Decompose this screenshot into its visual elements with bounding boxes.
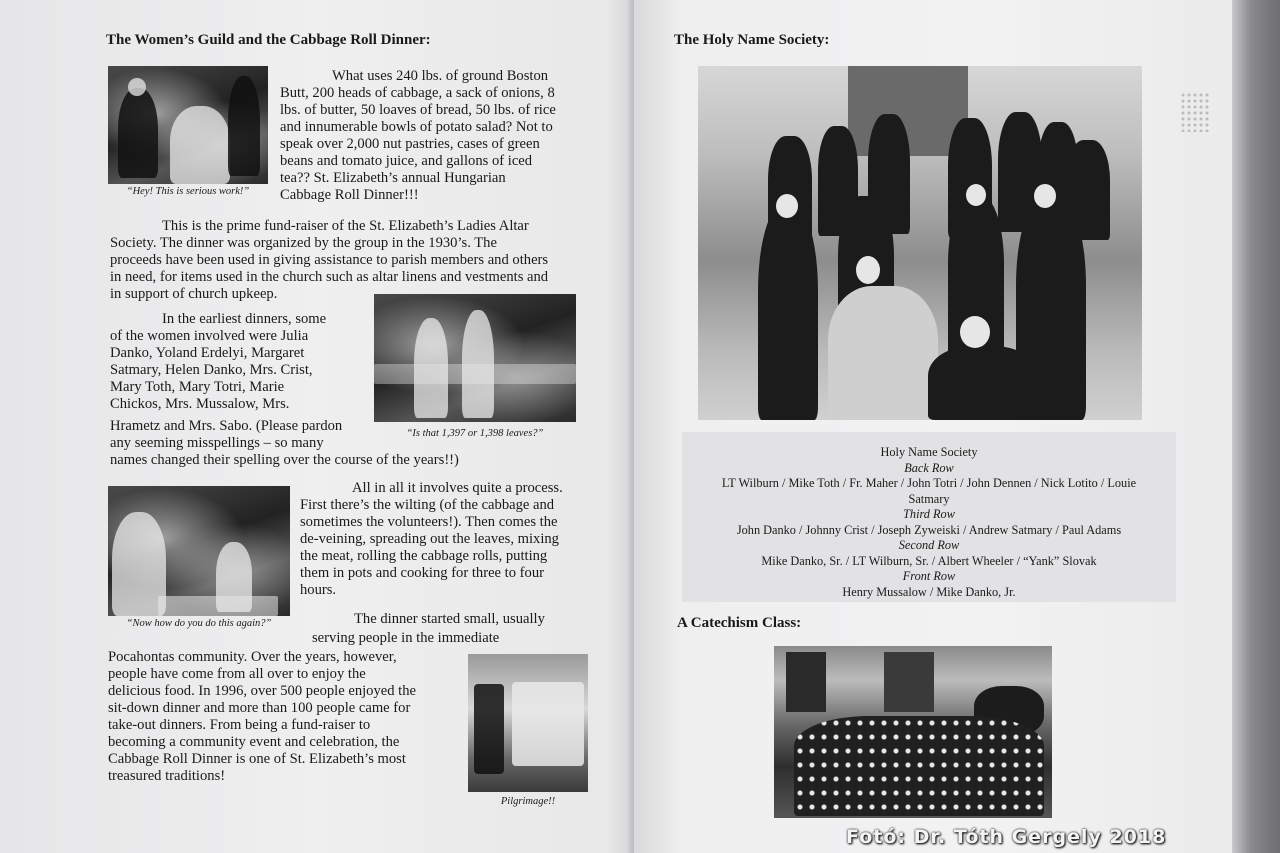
second-row-label: Second Row: [898, 538, 960, 552]
front-row-names: Henry Mussalow / Mike Danko, Jr.: [842, 584, 1016, 599]
para4: All in all it involves quite a process. First there’s the wilting (of the cabbage and sometimes the volunteers!). Then comes the de-veining, spreading out the leaves, mixing the meat, rolling the cabbage rolls, putting them in pots and cooking for three to four hours.: [300, 480, 563, 598]
scan-smudge: [1180, 92, 1210, 132]
photo-watermark: Fotó: Dr. Tóth Gergely 2018: [846, 826, 1167, 848]
caption-photo3: “Now how do you do this again?”: [126, 618, 272, 629]
holy-name-heading: The Holy Name Society:: [674, 32, 830, 48]
church-photo: [468, 654, 588, 792]
second-row-names: Mike Danko, Sr. / LT Wilburn, Sr. / Albert Wheeler / “Yank” Slovak: [761, 553, 1097, 568]
guild-heading: The Women’s Guild and the Cabbage Roll Dinner:: [106, 32, 431, 48]
third-row-label: Third Row: [903, 507, 955, 521]
para6: Pocahontas community. Over the years, however, people have come from all over to enjoy the delicious food. In 1996, over 500 people enjoyed the sit-down dinner and more than 100 people came for take-out dinners. From being a fund-raiser to becoming a community event and celebration, the Cabbage Roll Dinner is one of St. Elizabeth’s most treasured traditions!: [108, 649, 417, 784]
names-box: [682, 432, 1176, 602]
page-edge: [1232, 0, 1280, 853]
catechism-class-photo: [774, 646, 1052, 818]
para2: This is the prime fund-raiser of the St. Elizabeth’s Ladies Altar Society. The dinner was organized by the group in the 1930’s. The proceeds have been used in giving assistance to parish members and others in need, for items used in the church such as altar linens and vestments and in support of church upkeep.: [110, 218, 549, 302]
volunteers-photo: [108, 486, 290, 616]
para3: In the earliest dinners, some of the women involved were Julia Danko, Yoland Erdelyi, Margaret Satmary, Helen Danko, Mrs. Crist, Mary Toth, Mary Totri, Marie Chickos, Mrs. Mussalow, Mrs. Hrametz and Mrs. Sabo. (Please pardon any seeming misspellings – so many names changed their spelling over the course of the years!!): [110, 311, 459, 468]
third-row-names: John Danko / Johnny Crist / Joseph Zyweiski / Andrew Satmary / Paul Adams: [736, 522, 1122, 537]
caption-photo1: “Hey! This is serious work!”: [126, 186, 250, 197]
catechism-heading: A Catechism Class:: [677, 615, 802, 631]
back-row-label: Back Row: [904, 460, 954, 475]
caption-photo2: “Is that 1,397 or 1,398 leaves?”: [406, 428, 544, 439]
right-page: [634, 0, 1232, 853]
front-row-label: Front Row: [902, 569, 956, 583]
para5: The dinner started small, usually serving people in the immediate: [312, 611, 545, 646]
names-title: Holy Name Society: [880, 445, 978, 459]
back-row-names: LT Wilburn / Mike Toth / Fr. Maher / John Totri / John Dennen / Nick Lotito / Louie: [721, 476, 1137, 490]
left-page: [0, 0, 632, 853]
para1: What uses 240 lbs. of ground Boston Butt, 200 heads of cabbage, a sack of onions, 8 lbs. of butter, 50 loaves of bread, 50 lbs. of rice and innumerable bowls of potato salad? Not to speak over 2,000 nut pastries, cases of green beans and tomato juice, and gallons of iced tea?? St. Elizabeth’s annual Hungarian Cabbage Roll Dinner!!!: [280, 68, 556, 203]
back-row-names-cont: Satmary: [908, 491, 950, 506]
caption-photo4: Pilgrimage!!: [500, 796, 556, 807]
holy-name-society-photo: [698, 66, 1142, 420]
